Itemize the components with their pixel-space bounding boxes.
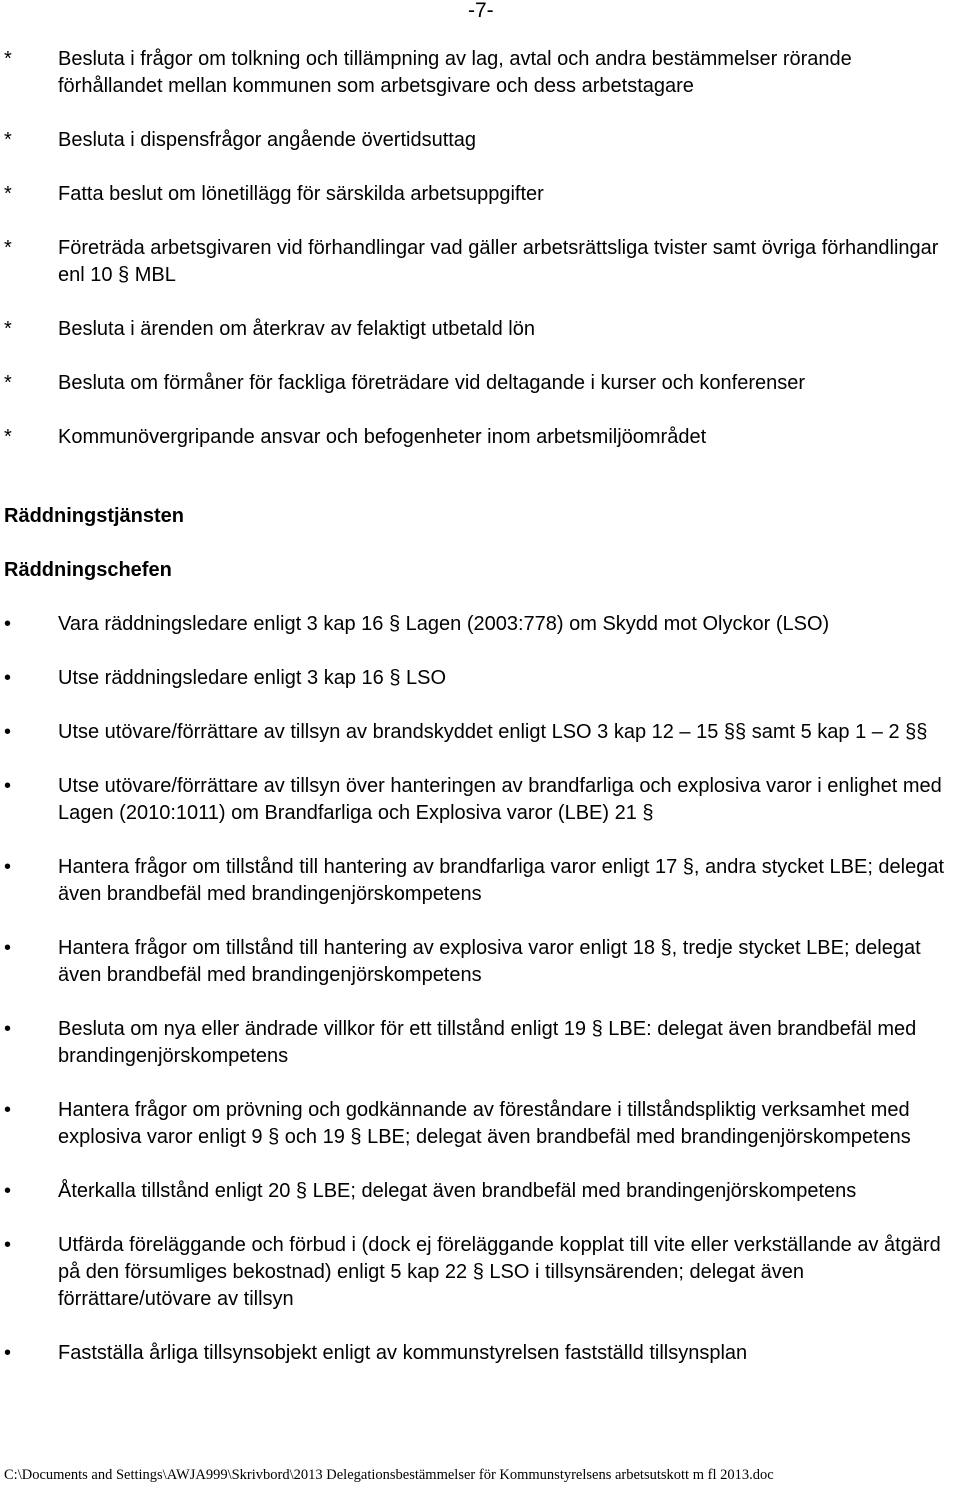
asterisk-marker: * [4,318,12,340]
bullet-marker: • [4,667,12,689]
bullet-marker: • [4,613,12,635]
list-item [4,316,954,343]
asterisk-marker: * [4,237,12,259]
list-item [4,181,954,208]
list-item [4,370,954,397]
list-item [4,611,958,638]
list-item [4,1232,958,1313]
list-item [4,719,958,746]
list-item-text: Återkalla tillstånd enligt 20 § LBE; delegat även brandbefäl med brandingenjörskompetens [58,1180,857,1202]
list-item [4,46,954,100]
list-item [4,235,954,289]
list-item [4,1340,958,1367]
list-item [4,665,958,692]
list-item-text: Fatta beslut om lönetillägg för särskilda arbetsuppgifter [58,183,544,205]
list-item-text: Besluta om nya eller ändrade villkor för ett tillstånd enligt 19 § LBE: delegat även brandbefäl med brandingenjörskompetens [58,1018,917,1067]
list-item [4,1178,958,1205]
bullet-marker: • [4,1099,12,1121]
list-item [4,854,958,908]
asterisk-marker: * [4,129,12,151]
list-item-text: Besluta i dispensfrågor angående övertidsuttag [58,129,477,151]
delegation-star-list [4,46,954,478]
list-item [4,773,958,827]
list-item-text: Fastställa årliga tillsynsobjekt enligt av kommunstyrelsen fastställd tillsynsplan [58,1342,748,1364]
list-item-text: Företräda arbetsgivaren vid förhandlingar vad gäller arbetsrättsliga tvister samt övriga förhandlingar enl 10 § MBL [58,237,939,286]
list-item-text: Hantera frågor om tillstånd till hantering av explosiva varor enligt 18 §, tredje stycket LBE; delegat även brandbefäl med brandingenjörskompetens [58,937,921,986]
list-item [4,1097,958,1151]
list-item-text: Hantera frågor om prövning och godkännande av föreståndare i tillståndspliktig verksamhet med explosiva varor enligt 9 § och 19 § LBE; delegat även brandbefäl med brandingenjörskompetens [58,1099,911,1148]
bullet-marker: • [4,721,12,743]
list-item-text: Utse utövare/förrättare av tillsyn över hanteringen av brandfarliga och explosiva varor i enlighet med Lagen (2010:1011) om Brandfarliga och Explosiva varor (LBE) 21 § [58,775,942,824]
bullet-marker: • [4,1180,12,1202]
bullet-marker: • [4,775,12,797]
list-item-text: Besluta i frågor om tolkning och tillämpning av lag, avtal och andra bestämmelser rörande förhållandet mellan kommunen som arbetsgivare och dess arbetstagare [58,48,852,97]
list-item-text: Utse räddningsledare enligt 3 kap 16 § LSO [58,667,447,689]
asterisk-marker: * [4,48,12,70]
bullet-marker: • [4,937,12,959]
page-number: -7- [468,0,494,22]
list-item [4,424,954,451]
list-item [4,935,958,989]
sub-heading: Räddningschefen [4,559,172,581]
list-item-text: Kommunövergripande ansvar och befogenheter inom arbetsmiljöområdet [58,426,707,448]
asterisk-marker: * [4,372,12,394]
bullet-marker: • [4,1342,12,1364]
list-item [4,127,954,154]
bullet-marker: • [4,1018,12,1040]
list-item [4,1016,958,1070]
list-item-text: Hantera frågor om tillstånd till hantering av brandfarliga varor enligt 17 §, andra stycket LBE; delegat även brandbefäl med brandingenjörskompetens [58,856,945,905]
list-item-text: Utse utövare/förrättare av tillsyn av brandskyddet enligt LSO 3 kap 12 – 15 §§ samt 5 kap 1 – 2 §§ [58,721,928,743]
asterisk-marker: * [4,183,12,205]
list-item-text: Besluta om förmåner för fackliga företrädare vid deltagande i kurser och konferenser [58,372,806,394]
raddningschef-bullet-list [4,611,958,1394]
asterisk-marker: * [4,426,12,448]
list-item-text: Vara räddningsledare enligt 3 kap 16 § Lagen (2003:778) om Skydd mot Olyckor (LSO) [58,613,830,635]
document-footer-path: C:\Documents and Settings\AWJA999\Skrivbord\2013 Delegationsbestämmelser för Kommunstyrelsens arbetsutskott m fl 2013.doc [4,1467,774,1483]
bullet-marker: • [4,856,12,878]
section-heading: Räddningstjänsten [4,505,185,527]
bullet-marker: • [4,1234,12,1256]
list-item-text: Besluta i ärenden om återkrav av felaktigt utbetald lön [58,318,535,340]
list-item-text: Utfärda föreläggande och förbud i (dock ej föreläggande kopplat till vite eller verkställande av åtgärd på den försumliges bekostnad) enligt 5 kap 22 § LSO i tillsynsärenden; delegat även förrättare/utövare av tillsyn [58,1234,941,1310]
